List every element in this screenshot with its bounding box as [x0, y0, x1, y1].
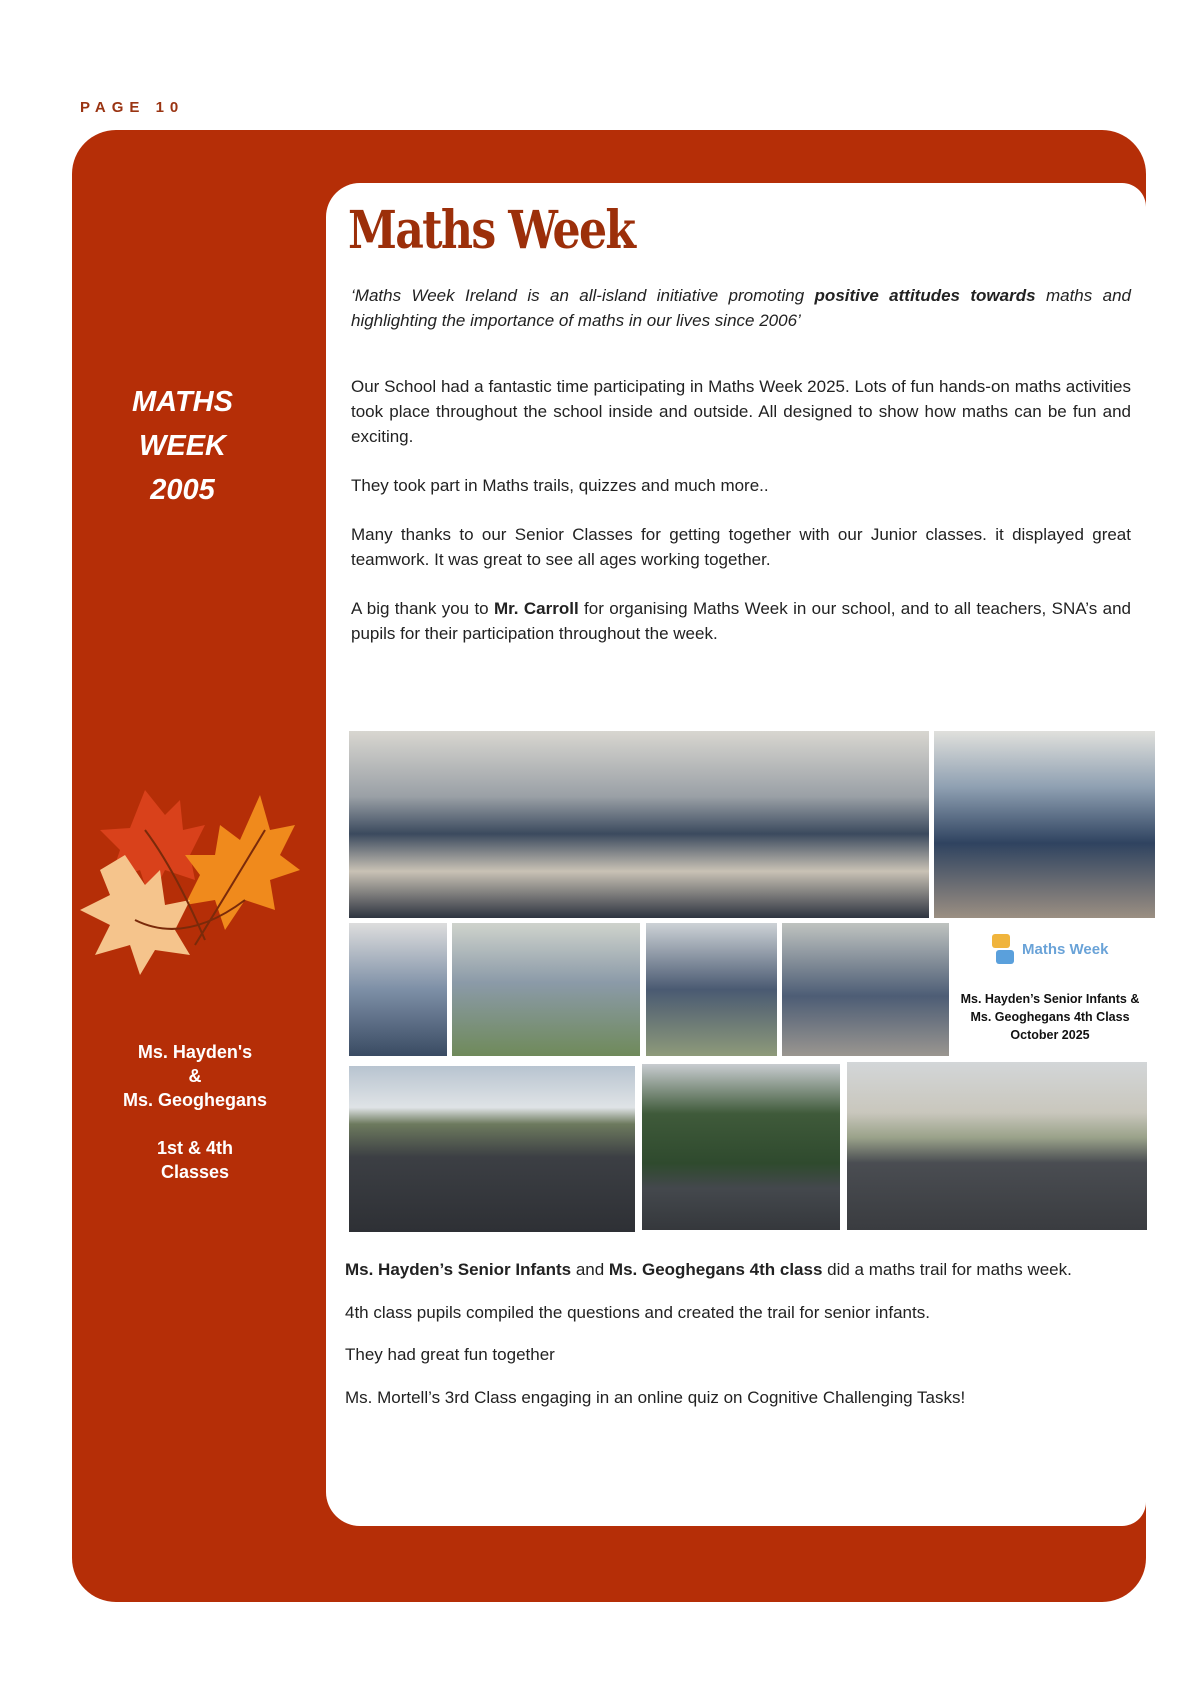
- thanks-name: Mr. Carroll: [493, 599, 579, 618]
- bottom-line-2: 4th class pupils compiled the questions and created the trail for senior infants.: [345, 1303, 930, 1322]
- thanks-text-end: for organising Maths Week in our school, and to all teachers, SNA’s and pupils for their participation throughout the week.: [351, 599, 1131, 643]
- class-line: Ms. Hayden's: [137, 1042, 253, 1062]
- photo-small-1: [349, 923, 447, 1056]
- photo-yard-3: [847, 1062, 1147, 1230]
- photo-yard-2: [642, 1064, 840, 1230]
- photo-small-2: [452, 923, 640, 1056]
- maths-week-logo-icon: [990, 932, 1016, 966]
- bottom-line-1: [345, 1260, 1072, 1280]
- class-line: 1st & 4th: [156, 1138, 234, 1158]
- photo-yard-1: [349, 1066, 635, 1232]
- photo-classroom-1: [349, 731, 929, 918]
- text: did a maths trail for maths week.: [822, 1260, 1072, 1279]
- caption-line: October 2025: [1010, 1028, 1090, 1042]
- photo-small-4: [782, 923, 949, 1056]
- photo-classroom-2: [934, 731, 1155, 918]
- bold-text: Ms. Geoghegans 4th class: [608, 1260, 823, 1279]
- class-line: Ms. Geoghegans: [122, 1090, 268, 1110]
- paragraph-1: Our School had a fantastic time participating in Maths Week 2025. Lots of fun hands-on maths activities took place throughout the school inside and outside. All designed to show how maths can be fun and exciting.: [351, 377, 1131, 446]
- class-spacer: [100, 1112, 290, 1136]
- logo-text: Maths Week: [1022, 940, 1109, 958]
- bottom-line-3: They had great fun together: [345, 1345, 555, 1364]
- paragraph-3: Many thanks to our Senior Classes for getting together with our Junior classes. it displayed great teamwork. It was great to see all ages working together.: [351, 525, 1131, 569]
- maths-week-logo: [990, 932, 1108, 966]
- class-line: Classes: [160, 1162, 230, 1182]
- sidebar-title-line: MATHS: [132, 386, 233, 418]
- sidebar-classes: [100, 1040, 290, 1184]
- quote-text-end: maths and highlighting the importance of maths in our lives since 2006’: [351, 286, 1131, 330]
- photo-caption: [950, 990, 1150, 1044]
- bold-text: Ms. Hayden’s Senior Infants: [345, 1260, 572, 1279]
- intro-quote: [351, 283, 1131, 333]
- page-title: Maths Week: [348, 200, 635, 261]
- sidebar-title-line: WEEK: [139, 430, 226, 462]
- photo-small-3: [646, 923, 777, 1056]
- caption-line: Ms. Hayden’s Senior Infants &: [960, 992, 1140, 1006]
- sidebar-title-line: 2005: [150, 474, 215, 506]
- page-number: PAGE 10: [80, 99, 185, 116]
- class-line: &: [188, 1066, 202, 1086]
- thanks-paragraph: [351, 596, 1131, 646]
- quote-bold: positive attitudes towards: [814, 286, 1036, 305]
- thanks-text: A big thank you to: [351, 599, 494, 618]
- caption-line: Ms. Geoghegans 4th Class: [970, 1010, 1130, 1024]
- bottom-line-4: Ms. Mortell’s 3rd Class engaging in an online quiz on Cognitive Challenging Tasks!: [345, 1388, 966, 1407]
- sidebar-title: [100, 380, 265, 512]
- text: and: [571, 1260, 609, 1279]
- autumn-leaves-icon: [75, 770, 305, 980]
- quote-text: ‘Maths Week Ireland is an all-island initiative promoting: [351, 286, 815, 305]
- paragraph-2: They took part in Maths trails, quizzes and much more..: [351, 476, 769, 495]
